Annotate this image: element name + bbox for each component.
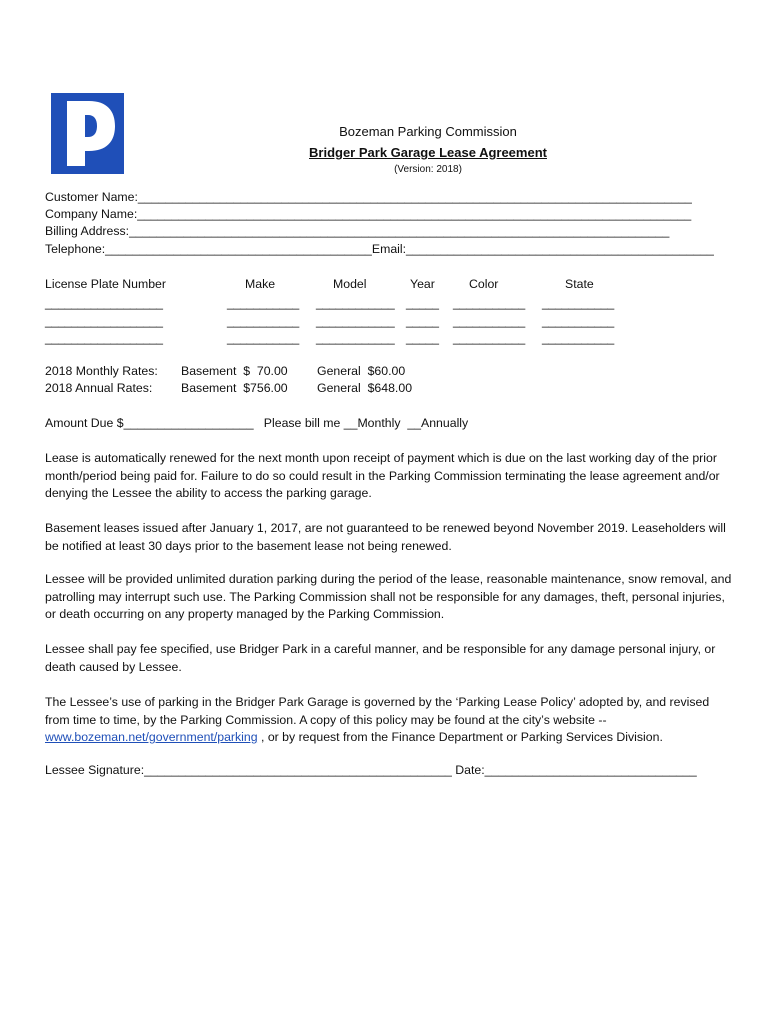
- model-header: Model: [333, 277, 367, 291]
- parking-use-paragraph: Lessee will be provided unlimited duration parking during the period of the lease, reasonable maintenance, snow removal, and patrolling may interrupt such use. The Parking Commission shall not be responsible for any damages, theft, personal injuries, or death occurring on any property managed by the Parking Commission.: [45, 572, 732, 621]
- company-name-field[interactable]: Company Name:_________________________________________________________________________________: [45, 207, 692, 221]
- license-plate-field[interactable]: __________________: [45, 314, 163, 328]
- color-field[interactable]: ___________: [453, 331, 525, 345]
- annual-general-rate: General $648.00: [317, 381, 413, 395]
- version-label: (Version: 2018): [394, 164, 462, 175]
- year-field[interactable]: _____: [406, 314, 439, 328]
- make-field[interactable]: ___________: [227, 314, 299, 328]
- basement-lease-paragraph: Basement leases issued after January 1, 2017, are not guaranteed to be renewed beyond November 2019. Leaseholders will be notified at least 30 days prior to the basement lease not being renewed.: [45, 521, 726, 553]
- monthly-rates-label: 2018 Monthly Rates:: [45, 364, 158, 378]
- year-field[interactable]: _____: [406, 331, 439, 345]
- telephone-email-field[interactable]: Telephone:_______________________________________Email:_____________________________________________: [45, 242, 714, 256]
- org-name: Bozeman Parking Commission: [339, 124, 517, 139]
- model-field[interactable]: ____________: [316, 296, 395, 310]
- license-plate-field[interactable]: __________________: [45, 296, 163, 310]
- state-field[interactable]: ___________: [542, 296, 614, 310]
- year-field[interactable]: _____: [406, 296, 439, 310]
- lessee-responsibility-paragraph: Lessee shall pay fee specified, use Bridger Park in a careful manner, and be responsible for any damage personal injury, or death caused by Lessee.: [45, 642, 716, 674]
- state-field[interactable]: ___________: [542, 314, 614, 328]
- make-field[interactable]: ___________: [227, 331, 299, 345]
- signature-date-field[interactable]: Lessee Signature:_____________________________________________ Date:_______________________________: [45, 763, 697, 777]
- annual-basement-rate: Basement $756.00: [181, 381, 288, 395]
- monthly-basement-rate: Basement $ 70.00: [181, 364, 288, 378]
- document-title: Bridger Park Garage Lease Agreement: [309, 145, 547, 160]
- year-header: Year: [410, 277, 435, 291]
- state-header: State: [565, 277, 594, 291]
- license-plate-field[interactable]: __________________: [45, 331, 163, 345]
- make-field[interactable]: ___________: [227, 296, 299, 310]
- color-header: Color: [469, 277, 499, 291]
- billing-address-field[interactable]: Billing Address:_______________________________________________________________________________: [45, 224, 670, 238]
- color-field[interactable]: ___________: [453, 314, 525, 328]
- parking-policy-paragraph: [45, 694, 735, 747]
- customer-name-field[interactable]: Customer Name:_________________________________________________________________________________: [45, 190, 692, 204]
- monthly-general-rate: General $60.00: [317, 364, 406, 378]
- state-field[interactable]: ___________: [542, 331, 614, 345]
- model-field[interactable]: ____________: [316, 314, 395, 328]
- model-field[interactable]: ____________: [316, 331, 395, 345]
- city-website-link[interactable]: www.bozeman.net/government/parking: [45, 730, 258, 744]
- policy-text: The Lessee’s use of parking in the Bridger Park Garage is governed by the ‘Parking Lease Policy’ adopted by, and revised from time to time, by the Parking Commission. A copy of this policy may be found at the city’s website --: [45, 695, 710, 727]
- amount-due-field[interactable]: Amount Due $___________________ Please bill me __Monthly __Annually: [45, 416, 469, 430]
- make-header: Make: [245, 277, 276, 291]
- color-field[interactable]: ___________: [453, 296, 525, 310]
- license-plate-header: License Plate Number: [45, 277, 166, 291]
- auto-renewal-paragraph: Lease is automatically renewed for the next month upon receipt of payment which is due on the last working day of the prior month/period being paid for. Failure to do so could result in the Parking Commission terminating the lease agreement and/or denying the Lessee the ability to access the parking garage.: [45, 451, 720, 500]
- annual-rates-label: 2018 Annual Rates:: [45, 381, 153, 395]
- policy-text-end: , or by request from the Finance Department or Parking Services Division.: [257, 730, 663, 744]
